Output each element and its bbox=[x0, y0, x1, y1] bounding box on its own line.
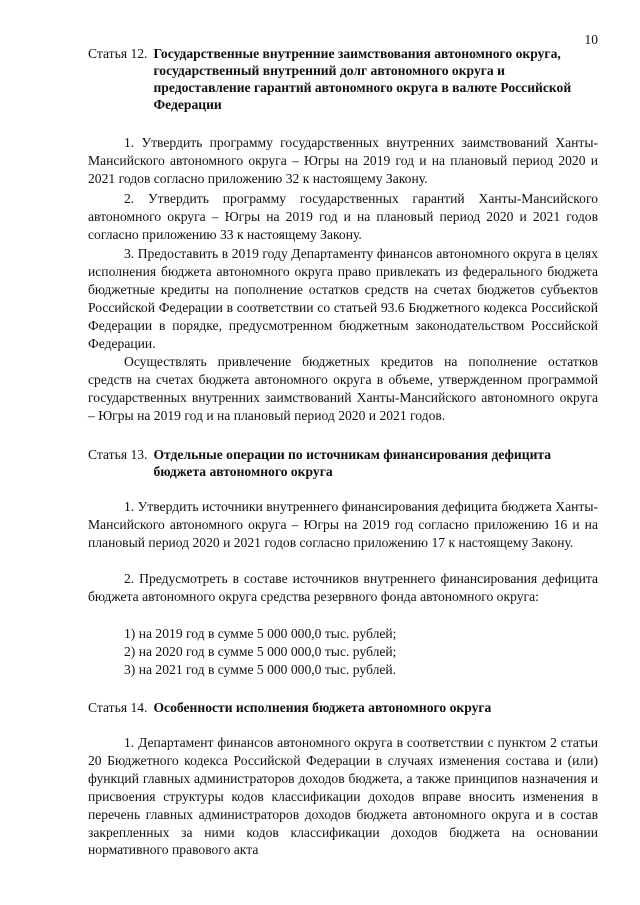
article-13-paragraph-1: 1. Утвердить источники внутреннего финансирования дефицита бюджета Ханты-Мансийского автономного округа – Югры на 2019 год согласно приложению 16 и на плановый период 2020 и 2021 годов согласно приложению 17 к настоящему Закону. bbox=[88, 499, 598, 550]
article-12-paragraph-4: Осуществлять привлечение бюджетных кредитов на пополнение остатков средств на счетах бюджета автономного округа в объеме, утвержденном программой государственных внутренних заимствований Ханты-Мансийского автономного округа – Югры на 2019 год и на плановый период 2020 и 2021 годов. bbox=[88, 354, 598, 423]
list-item: 1) на 2019 год в сумме 5 000 000,0 тыс. рублей; bbox=[124, 626, 397, 641]
page-number: 10 bbox=[584, 32, 598, 47]
article-13-paragraph-2: 2. Предусмотреть в составе источников внутреннего финансирования дефицита бюджета автономного округа средства резервного фонда автономного округа: bbox=[88, 571, 598, 604]
article-12-paragraph-2: 2. Утвердить программу государственных гарантий Ханты-Мансийского автономного округа – Югры на 2019 год и на плановый период 2020 и 2021 годов согласно приложению 33 к настоящему Закону. bbox=[88, 191, 598, 242]
article-14-title: Особенности исполнения бюджета автономного округа bbox=[153, 700, 492, 715]
article-13-label: Статья 13. bbox=[88, 447, 148, 462]
reserve-fund-list bbox=[124, 625, 396, 679]
article-14-label: Статья 14. bbox=[88, 700, 148, 715]
article-12-heading bbox=[88, 45, 600, 113]
article-12-paragraph-1: 1. Утвердить программу государственных внутренних заимствований Ханты-Мансийского автономного округа – Югры на 2019 год и на плановый период 2020 и 2021 годов согласно приложению 32 к настоящему Закону. bbox=[88, 135, 598, 186]
article-14-paragraph-1: 1. Департамент финансов автономного округа в соответствии с пунктом 2 статьи 20 Бюджетного кодекса Российской Федерации в случаях изменения состава и (или) функций главных администраторов доходов бюджета, а также принципов назначения и присвоения структуры кодов классификации доходов вправе вносить изменения в перечень главных администраторов доходов бюджета автономного округа и в состав закрепленных за ними кодов классификации доходов бюджета на основании нормативного правового акта bbox=[88, 735, 598, 858]
article-12-label: Статья 12. bbox=[88, 46, 148, 61]
article-12-title: Государственные внутренние заимствования автономного округа, государственный внутренний долг автономного округа и предоставление гарантий автономного округа в валюте Российской Федерации bbox=[153, 46, 572, 112]
article-12-paragraph-3: 3. Предоставить в 2019 году Департаменту финансов автономного округа в целях исполнения бюджета автономного округа право привлекать из федерального бюджета бюджетные кредиты на пополнение остатков средств на счетах бюджетов субъектов Российской Федерации в соответствии со статьей 93.6 Бюджетного кодекса Российской Федерации в порядке, предусмотренном бюджетным законодательством Российской Федерации. bbox=[88, 246, 598, 351]
article-13-heading bbox=[88, 446, 600, 480]
article-14-heading bbox=[88, 699, 600, 716]
list-item: 3) на 2021 год в сумме 5 000 000,0 тыс. рублей. bbox=[124, 662, 397, 677]
list-item: 2) на 2020 год в сумме 5 000 000,0 тыс. рублей; bbox=[124, 644, 397, 659]
article-13-title: Отдельные операции по источникам финансирования дефицита бюджета автономного округа bbox=[153, 447, 552, 479]
